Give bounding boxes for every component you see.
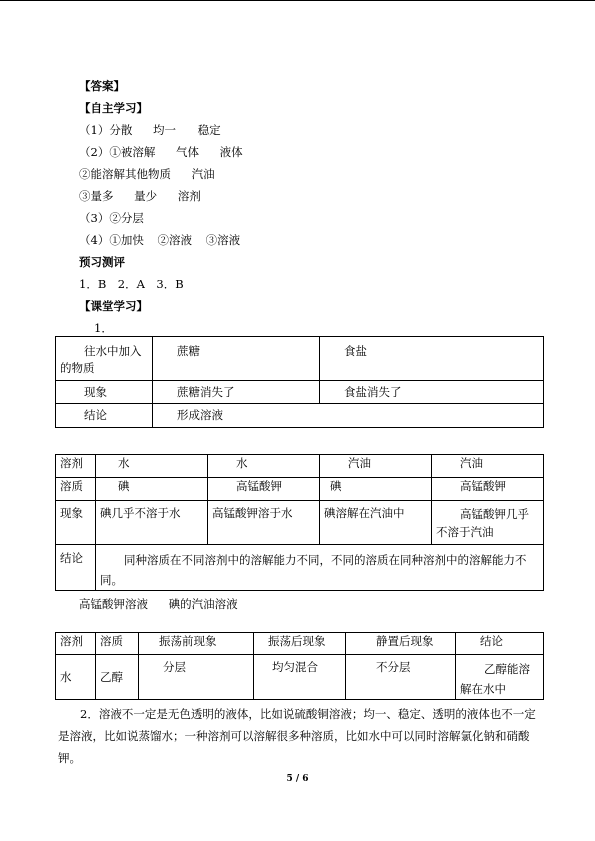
table-cell: 碘 <box>320 478 432 501</box>
table-cell: 静置后现象 <box>346 633 456 655</box>
table-cell: 溶质 <box>56 478 96 501</box>
page-number: 5 / 6 <box>286 774 309 784</box>
table-cell: 现象 <box>56 501 96 545</box>
table-cell: 高锰酸钾 <box>432 478 544 501</box>
table-cell: 不分层 <box>346 655 456 700</box>
table-cell: 乙醇能溶解在水中 <box>456 655 544 700</box>
answer-text: ②溶液 <box>157 233 192 247</box>
table-cell: 振荡前现象 <box>139 633 254 655</box>
table-cell: 分层 <box>139 655 254 700</box>
table-cell: 蔗糖 <box>153 337 320 381</box>
table-cell: 碘 <box>96 478 208 501</box>
preview-heading: 预习测评 <box>79 255 125 269</box>
answer-text: 均一 <box>152 123 176 137</box>
answer-text: ②能溶解其他物质 <box>79 167 171 181</box>
table-cell: 同种溶质在不同溶剂中的溶解能力不同，不同的溶质在同种溶剂中的溶解能力不同。 <box>96 545 544 591</box>
answer-text: 量少 <box>134 189 158 203</box>
table-cell: 振荡后现象 <box>254 633 346 655</box>
answer-text: （2）①被溶解 <box>79 145 156 159</box>
table-row <box>56 478 544 501</box>
answer-text: 稳定 <box>197 123 221 137</box>
table-row <box>56 655 544 700</box>
table-cell: 高锰酸钾 <box>208 478 320 501</box>
table-cell: 食盐消失了 <box>320 381 544 404</box>
solutions-line <box>79 597 238 611</box>
table-cell: 乙醇 <box>96 655 139 700</box>
table-cell: 食盐 <box>320 337 544 381</box>
table-cell: 蔗糖消失了 <box>153 381 320 404</box>
answer-text: （1）分散 <box>79 123 133 137</box>
answer-text: 溶剂 <box>177 189 201 203</box>
table-row <box>56 404 544 428</box>
item-1-label: 1． <box>94 321 113 335</box>
table-row <box>56 545 544 591</box>
table-row <box>56 501 544 545</box>
table-cell: 水 <box>208 455 320 478</box>
table-cell: 溶剂 <box>56 633 96 655</box>
table-cell: 溶质 <box>96 633 139 655</box>
table-row <box>56 633 544 655</box>
class-study-heading: 【课堂学习】 <box>79 299 148 313</box>
table-solubility-comparison <box>55 454 544 591</box>
self-study-line-2 <box>79 145 243 159</box>
table-cell: 形成溶液 <box>153 404 544 428</box>
answer-text: 液体 <box>219 145 243 159</box>
table-cell: 碘几乎不溶于水 <box>96 501 208 545</box>
table-cell: 结论 <box>56 404 153 428</box>
self-study-line-1 <box>79 123 221 137</box>
table-cell: 现象 <box>56 381 153 404</box>
table-cell: 高锰酸钾几乎不溶于汽油 <box>432 501 544 545</box>
self-study-line-5 <box>79 211 144 225</box>
preview-answers: 1．B 2．A 3．B <box>79 277 184 291</box>
table-cell: 汽油 <box>320 455 432 478</box>
table-cell: 碘溶解在汽油中 <box>320 501 432 545</box>
table-cell: 结论 <box>56 545 96 591</box>
answer-text: （4）①加快 <box>79 233 144 247</box>
table-cell: 汽油 <box>432 455 544 478</box>
answer-text: ③溶液 <box>205 233 241 247</box>
answer-text: 汽油 <box>191 167 215 181</box>
table-row <box>56 455 544 478</box>
self-study-line-3 <box>79 167 215 181</box>
answer-text: ③量多 <box>79 189 114 203</box>
table-cell: 溶剂 <box>56 455 96 478</box>
table-cell: 水 <box>56 655 96 700</box>
answer-text: 高锰酸钾溶液 <box>79 597 148 611</box>
self-study-line-4 <box>79 189 201 203</box>
self-study-line-6 <box>79 233 240 247</box>
table-row <box>56 337 544 381</box>
answer-heading: 【答案】 <box>79 79 125 93</box>
header-rule <box>0 0 595 1</box>
table-cell: 往水中加入的物质 <box>56 337 153 381</box>
table-ethanol-water <box>55 632 544 700</box>
answer-text: （3）②分层 <box>79 211 144 225</box>
answer-text: 碘的汽油溶液 <box>168 597 238 611</box>
paragraph-2: 2．溶液不一定是无色透明的液体，比如说硫酸铜溶液；均一、稳定、透明的液体也不一定是溶液，比如说蒸馏水；一种溶剂可以溶解很多种溶质，比如水中可以同时溶解氯化钠和硝酸钾。 <box>58 707 536 765</box>
table-cell: 高锰酸钾溶于水 <box>208 501 320 545</box>
table-row <box>56 381 544 404</box>
self-study-heading: 【自主学习】 <box>79 101 148 115</box>
answer-text: 气体 <box>175 145 199 159</box>
table-dissolve-water <box>55 336 544 428</box>
table-cell: 水 <box>96 455 208 478</box>
table-cell: 均匀混合 <box>254 655 346 700</box>
table-cell: 结论 <box>456 633 544 655</box>
